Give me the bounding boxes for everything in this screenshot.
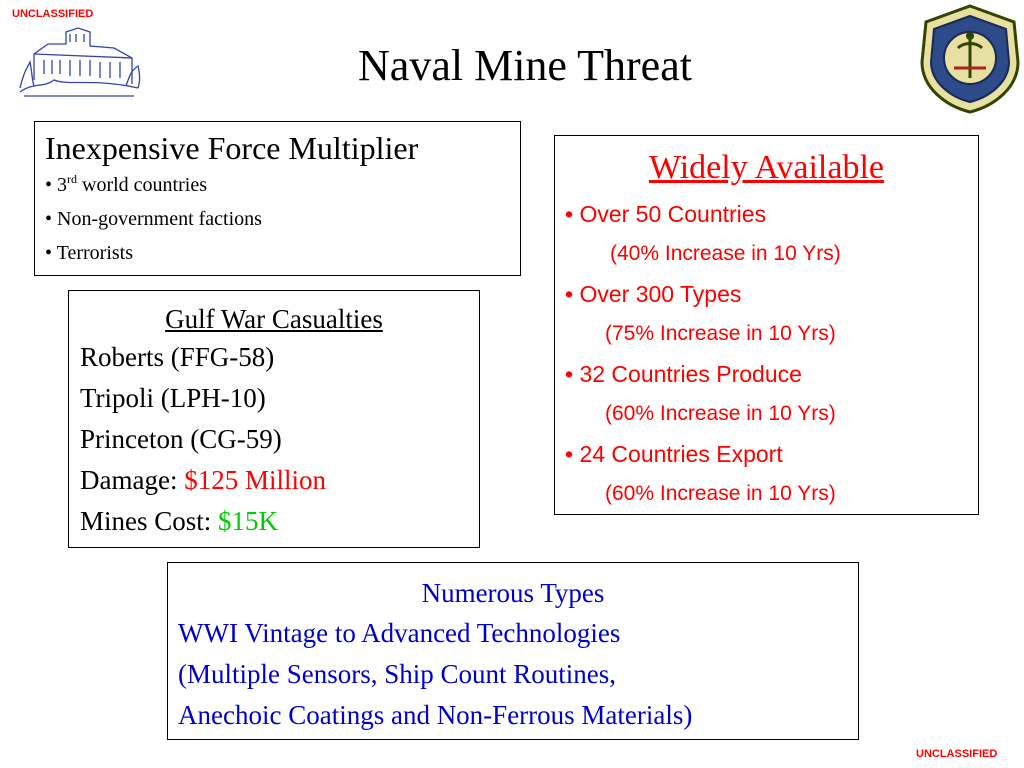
widely-item-types: • Over 300 Types bbox=[565, 281, 742, 307]
cost-label: Mines Cost: bbox=[80, 506, 219, 536]
classification-top: UNCLASSIFIED bbox=[12, 8, 94, 20]
widely-item-countries: • Over 50 Countries bbox=[565, 201, 767, 227]
widely-available-box bbox=[554, 135, 979, 515]
cost-value: $15K bbox=[218, 506, 279, 536]
force-heading: Inexpensive Force Multiplier bbox=[45, 130, 419, 166]
widely-sub-produce: (60% Increase in 10 Yrs) bbox=[605, 402, 836, 425]
gulf-heading: Gulf War Casualties bbox=[165, 304, 383, 334]
widely-heading: Widely Available bbox=[649, 149, 884, 186]
widely-sub-types: (75% Increase in 10 Yrs) bbox=[605, 322, 836, 345]
force-item-third-world bbox=[45, 168, 520, 202]
ship-roberts: Roberts (FFG-58) bbox=[80, 342, 275, 372]
cost-line bbox=[80, 501, 479, 542]
gulf-war-box bbox=[68, 290, 480, 548]
force-item-sup: rd bbox=[67, 172, 78, 186]
types-line-1: WWI Vintage to Advanced Technologies bbox=[178, 618, 621, 648]
widely-item-export: • 24 Countries Export bbox=[565, 441, 783, 467]
numerous-types-box bbox=[167, 562, 859, 740]
types-line-3: Anechoic Coatings and Non-Ferrous Materials) bbox=[178, 700, 693, 730]
classification-bottom: UNCLASSIFIED bbox=[916, 748, 998, 760]
widely-item-produce: • 32 Countries Produce bbox=[565, 361, 802, 387]
ship-tripoli: Tripoli (LPH-10) bbox=[80, 383, 266, 413]
force-multiplier-box bbox=[34, 121, 521, 276]
types-heading: Numerous Types bbox=[421, 578, 605, 608]
school-seal-icon bbox=[914, 2, 1024, 116]
types-line-2: (Multiple Sensors, Ship Count Routines, bbox=[178, 659, 617, 689]
ship-princeton: Princeton (CG-59) bbox=[80, 424, 282, 454]
damage-line bbox=[80, 460, 479, 501]
widely-sub-export: (60% Increase in 10 Yrs) bbox=[605, 482, 836, 505]
widely-sub-countries: (40% Increase in 10 Yrs) bbox=[610, 242, 841, 265]
damage-label: Damage: bbox=[80, 465, 185, 495]
damage-value: $125 Million bbox=[184, 465, 326, 495]
page-title: Naval Mine Threat bbox=[358, 41, 692, 90]
force-item-suffix: world countries bbox=[77, 174, 207, 196]
force-item-terrorists: • Terrorists bbox=[45, 242, 133, 264]
force-item-factions: • Non-government factions bbox=[45, 208, 262, 230]
force-item-prefix: • 3 bbox=[45, 174, 68, 196]
